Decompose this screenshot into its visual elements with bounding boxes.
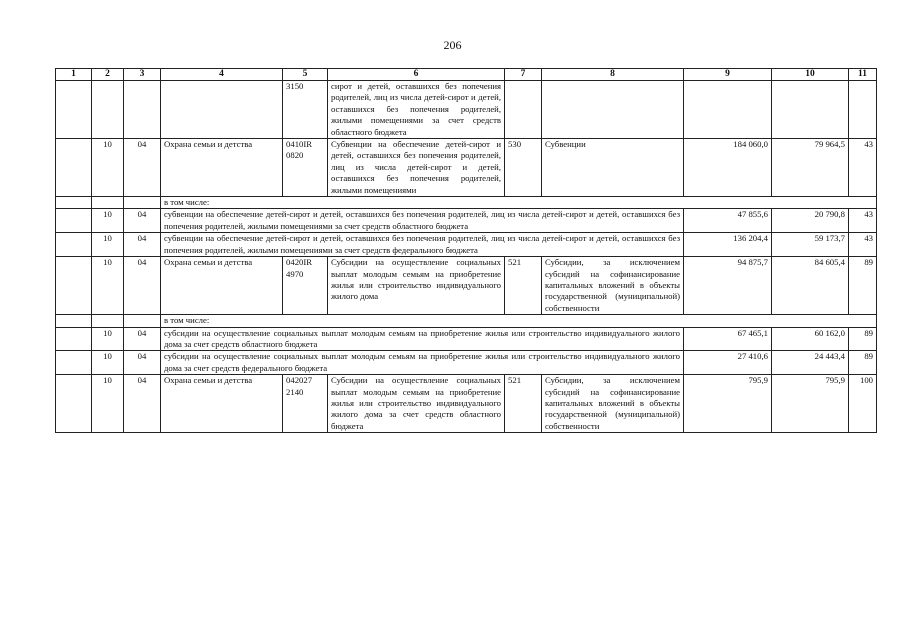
cell-subsection: 04 — [124, 327, 161, 351]
col-header: 11 — [849, 69, 877, 81]
cell — [124, 197, 161, 209]
cell — [56, 351, 92, 375]
table-row — [56, 209, 877, 233]
cell-type-code: 530 — [505, 139, 542, 197]
cell-code: 0420IR 4970 — [283, 257, 328, 315]
cell-description: Субсидии на осуществление социальных выплат молодым семьям на приобретение жилья или строительство индивидуального жилого дома за счет средств областного бюджета — [328, 375, 505, 433]
table-row — [56, 327, 877, 351]
cell — [684, 81, 772, 139]
cell-percent: 100 — [849, 375, 877, 433]
cell-description: субвенции на обеспечение детей-сирот и детей, оставшихся без попечения родителей, лиц из числа детей-сирот и детей, оставшихся без попечения родителей, жилыми помещениями за счет средств областного бюджета — [161, 209, 684, 233]
cell — [56, 315, 92, 327]
cell-code: 3150 — [283, 81, 328, 139]
cell — [92, 81, 124, 139]
cell-type: Субвенции — [542, 139, 684, 197]
table-row — [56, 139, 877, 197]
cell-amount: 67 465,1 — [684, 327, 772, 351]
col-header: 7 — [505, 69, 542, 81]
cell-category: Охрана семьи и детства — [161, 375, 283, 433]
cell-amount: 47 855,6 — [684, 209, 772, 233]
cell-subsection: 04 — [124, 375, 161, 433]
cell-description: сирот и детей, оставшихся без попечения родителей, лиц из числа детей-сирот и детей, оставшихся без попечения родителей, жилыми помещениями за счет средств областного бюджета — [328, 81, 505, 139]
including-label: в том числе: — [161, 197, 877, 209]
table-row — [56, 315, 877, 327]
cell-percent: 43 — [849, 139, 877, 197]
cell-subsection: 04 — [124, 257, 161, 315]
cell-amount: 795,9 — [772, 375, 849, 433]
cell — [56, 327, 92, 351]
col-header: 8 — [542, 69, 684, 81]
cell-amount: 20 790,8 — [772, 209, 849, 233]
table-header-row — [56, 69, 877, 81]
cell-section: 10 — [92, 209, 124, 233]
cell-type-code: 521 — [505, 257, 542, 315]
cell-percent: 43 — [849, 233, 877, 257]
cell-section: 10 — [92, 351, 124, 375]
table-row — [56, 257, 877, 315]
cell-amount: 184 060,0 — [684, 139, 772, 197]
cell-percent: 89 — [849, 327, 877, 351]
cell — [92, 197, 124, 209]
cell-section: 10 — [92, 327, 124, 351]
cell — [56, 209, 92, 233]
cell — [92, 315, 124, 327]
cell — [56, 81, 92, 139]
cell-percent: 43 — [849, 209, 877, 233]
cell — [772, 81, 849, 139]
cell-code: 0410IR 0820 — [283, 139, 328, 197]
cell — [56, 139, 92, 197]
cell-subsection: 04 — [124, 351, 161, 375]
cell — [124, 315, 161, 327]
cell — [542, 81, 684, 139]
cell-type-code: 521 — [505, 375, 542, 433]
cell-description: Субвенции на обеспечение детей-сирот и детей, оставшихся без попечения родителей, лиц из числа детей-сирот и детей, оставшихся без попечения родителей, жилыми помещениями — [328, 139, 505, 197]
cell-section: 10 — [92, 139, 124, 197]
cell-description: субсидии на осуществление социальных выплат молодым семьям на приобретение жилья или строительство индивидуального жилого дома за счет средств областного бюджета — [161, 327, 684, 351]
cell — [124, 81, 161, 139]
cell-description: Субсидии на осуществление социальных выплат молодым семьям на приобретение жилья или строительство индивидуального жилого дома — [328, 257, 505, 315]
col-header: 4 — [161, 69, 283, 81]
table-row — [56, 197, 877, 209]
cell — [56, 233, 92, 257]
cell-amount: 84 605,4 — [772, 257, 849, 315]
col-header: 1 — [56, 69, 92, 81]
cell-section: 10 — [92, 233, 124, 257]
table-row — [56, 81, 877, 139]
cell — [56, 375, 92, 433]
col-header: 9 — [684, 69, 772, 81]
cell — [56, 197, 92, 209]
cell-section: 10 — [92, 257, 124, 315]
including-label: в том числе: — [161, 315, 877, 327]
col-header: 2 — [92, 69, 124, 81]
cell-code: 042027 2140 — [283, 375, 328, 433]
cell-description: субсидии на осуществление социальных выплат молодым семьям на приобретение жилья или строительство индивидуального жилого дома за счет средств федерального бюджета — [161, 351, 684, 375]
cell-amount: 60 162,0 — [772, 327, 849, 351]
cell-amount: 795,9 — [684, 375, 772, 433]
col-header: 5 — [283, 69, 328, 81]
cell-amount: 24 443,4 — [772, 351, 849, 375]
cell-amount: 79 964,5 — [772, 139, 849, 197]
table-row — [56, 233, 877, 257]
cell — [161, 81, 283, 139]
cell — [56, 257, 92, 315]
cell-description: субвенции на обеспечение детей-сирот и детей, оставшихся без попечения родителей, лиц из числа детей-сирот и детей, оставшихся без попечения родителей, жилыми помещениями за счет средств федерального бюджета — [161, 233, 684, 257]
budget-table — [55, 68, 877, 433]
cell-amount: 94 875,7 — [684, 257, 772, 315]
col-header: 10 — [772, 69, 849, 81]
cell-amount: 27 410,6 — [684, 351, 772, 375]
cell-type: Субсидии, за исключением субсидий на софинансирование капитальных вложений в объекты государственной (муниципальной) собственности — [542, 257, 684, 315]
cell-type: Субсидии, за исключением субсидий на софинансирование капитальных вложений в объекты государственной (муниципальной) собственности — [542, 375, 684, 433]
cell-percent: 89 — [849, 351, 877, 375]
cell — [849, 81, 877, 139]
cell — [505, 81, 542, 139]
page-number: 206 — [443, 38, 462, 52]
cell-amount: 59 173,7 — [772, 233, 849, 257]
col-header: 6 — [328, 69, 505, 81]
cell-amount: 136 204,4 — [684, 233, 772, 257]
cell-subsection: 04 — [124, 233, 161, 257]
cell-subsection: 04 — [124, 209, 161, 233]
cell-percent: 89 — [849, 257, 877, 315]
cell-category: Охрана семьи и детства — [161, 139, 283, 197]
col-header: 3 — [124, 69, 161, 81]
table-row — [56, 351, 877, 375]
table-row — [56, 375, 877, 433]
cell-section: 10 — [92, 375, 124, 433]
cell-subsection: 04 — [124, 139, 161, 197]
cell-category: Охрана семьи и детства — [161, 257, 283, 315]
